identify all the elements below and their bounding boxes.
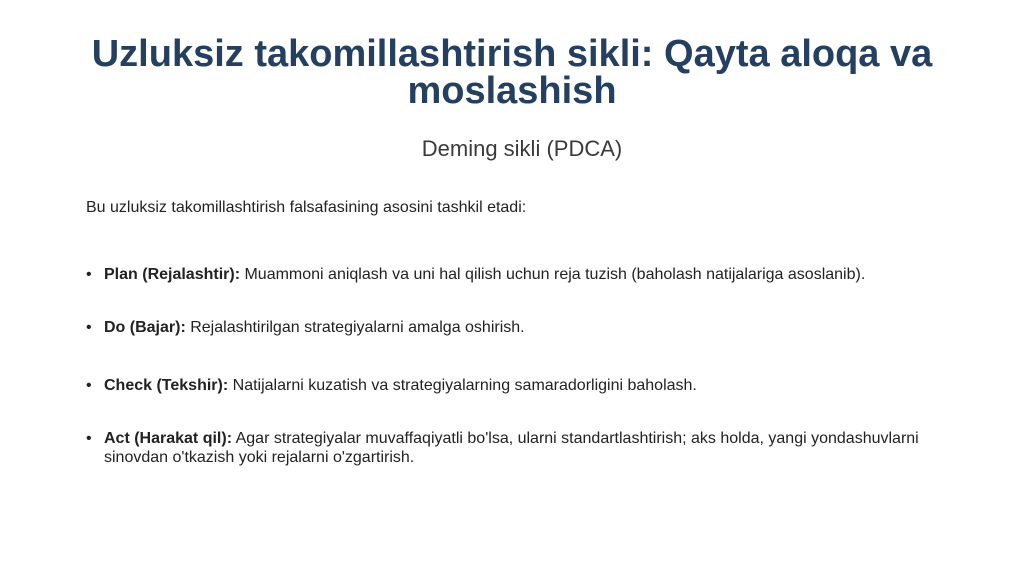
- bullet-term: Plan (Rejalashtir):: [104, 266, 241, 283]
- slide-subtitle: Deming sikli (PDCA): [421, 136, 623, 161]
- bullet-icon: •: [86, 266, 92, 283]
- intro-text: Bu uzluksiz takomillashtirish falsafasining asosini tashkil etadi:: [86, 199, 527, 216]
- bullet-icon: •: [86, 430, 92, 447]
- bullet-body: [104, 429, 984, 467]
- slide-title: Uzluksiz takomillashtirish sikli: Qayta aloqa va moslashish: [91, 33, 933, 112]
- bullet-term: Check (Tekshir):: [104, 377, 229, 394]
- bullet-term: Act (Harakat qil):: [104, 430, 233, 447]
- bullet-description: Rejalashtirilgan strategiyalarni amalga oshirish.: [185, 319, 525, 336]
- bullet-body: [104, 318, 984, 337]
- bullet-description: Muammoni aniqlash va uni hal qilish uchun reja tuzish (baholash natijalariga asoslanib).: [240, 266, 866, 283]
- bullet-body: [104, 265, 984, 284]
- bullet-icon: •: [86, 319, 92, 336]
- bullet-description: Natijalarni kuzatish va strategiyalarning samaradorligini baholash.: [228, 377, 697, 394]
- bullet-body: [104, 376, 984, 395]
- bullet-term: Do (Bajar):: [104, 319, 186, 336]
- bullet-description: Agar strategiyalar muvaffaqiyatli bo'lsa, ularni standartlashtirish; aks holda, yangi yondashuvlarni sinovdan o'tkazish yoki rejalarni o'zgartirish.: [104, 430, 919, 466]
- bullet-icon: •: [86, 377, 92, 394]
